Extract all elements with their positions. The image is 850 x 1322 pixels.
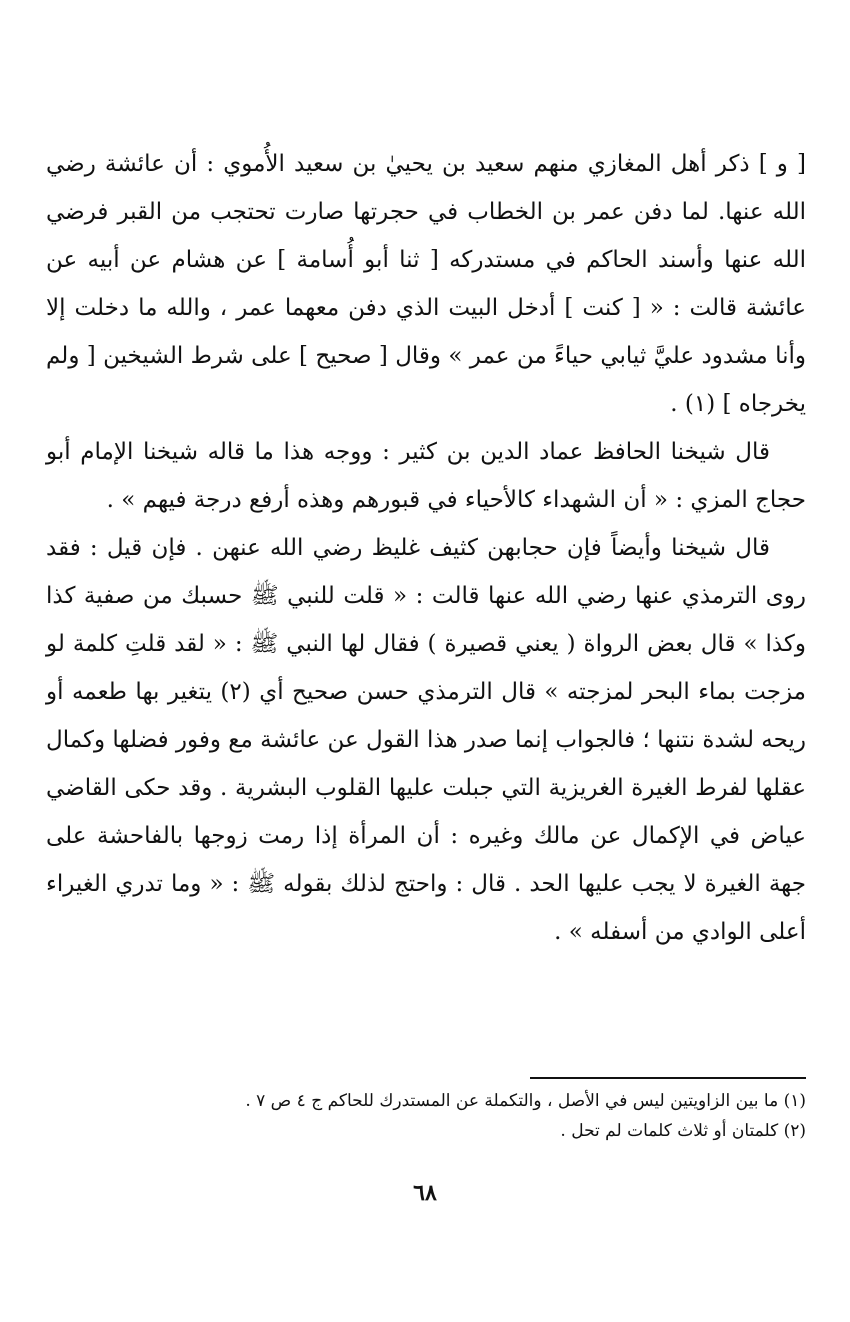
paragraph-jealousy-discussion: قال شيخنا وأيضاً فإن حجابهن كثيف غليظ رضي الله عنهن . فإن قيل : فقد روى الترمذي عنها رضي الله عنها قالت : « قلت للنبي ﷺ حسبك من صفية كذا وكذا » قال بعض الرواة ( يعني قصيرة ) فقال لها النبي ﷺ : « لقد قلتِ كلمة لو مزجت بماء البحر لمزجته » قال الترمذي حسن صحيح أي (٢) يتغير بها طعمه أو ريحه لشدة نتنها ؛ فالجواب إنما صدر هذا القول عن عائشة مع وفور فضلها وكمال عقلها لفرط الغيرة الغريزية التي جبلت عليها القلوب البشرية . وقد حكى القاضي عياض في الإكمال عن مالك وغيره : أن المرأة إذا رمت زوجها بالفاحشة على جهة الغيرة لا يجب عليها الحد . قال : واحتج لذلك بقوله ﷺ : « وما تدري الغيراء أعلى الوادي من أسفله » . (46, 535, 806, 945)
main-text (46, 140, 806, 956)
paragraph-ibn-kathir-comment: قال شيخنا الحافظ عماد الدين بن كثير : ووجه هذا ما قاله شيخنا الإمام أبو حجاج المزي : « أن الشهداء كالأحياء في قبورهم وهذه أرفع درجة فيهم » . (46, 439, 806, 513)
paragraph-aisha-hijab-from-umar: [ و ] ذكر أهل المغازي منهم سعيد بن يحييٰ بن سعيد الأُموي : أن عائشة رضي الله عنها. لما دفن عمر بن الخطاب في حجرتها صارت تحتجب من القبر فرضي الله عنها وأسند الحاكم في مستدركه [ ثنا أبو أُسامة ] عن هشام عن أبيه عن عائشة قالت : « [ كنت ] أدخل البيت الذي دفن معهما عمر ، والله ما دخلت إلا وأنا مشدود عليَّ ثيابي حياءً من عمر » وقال [ صحيح ] على شرط الشيخين [ ولم يخرجاه ] (١) . (46, 151, 806, 417)
footnote-1: (١) ما بين الزاويتين ليس في الأصل ، والتكملة عن المستدرك للحاكم ج ٤ ص ٧ . (245, 1091, 806, 1111)
footnote-divider (530, 1077, 806, 1079)
page-number: ٦٨ (413, 1180, 437, 1206)
footnote-2: (٢) كلمتان أو ثلاث كلمات لم تحل . (560, 1121, 806, 1141)
footnotes (80, 1086, 806, 1146)
